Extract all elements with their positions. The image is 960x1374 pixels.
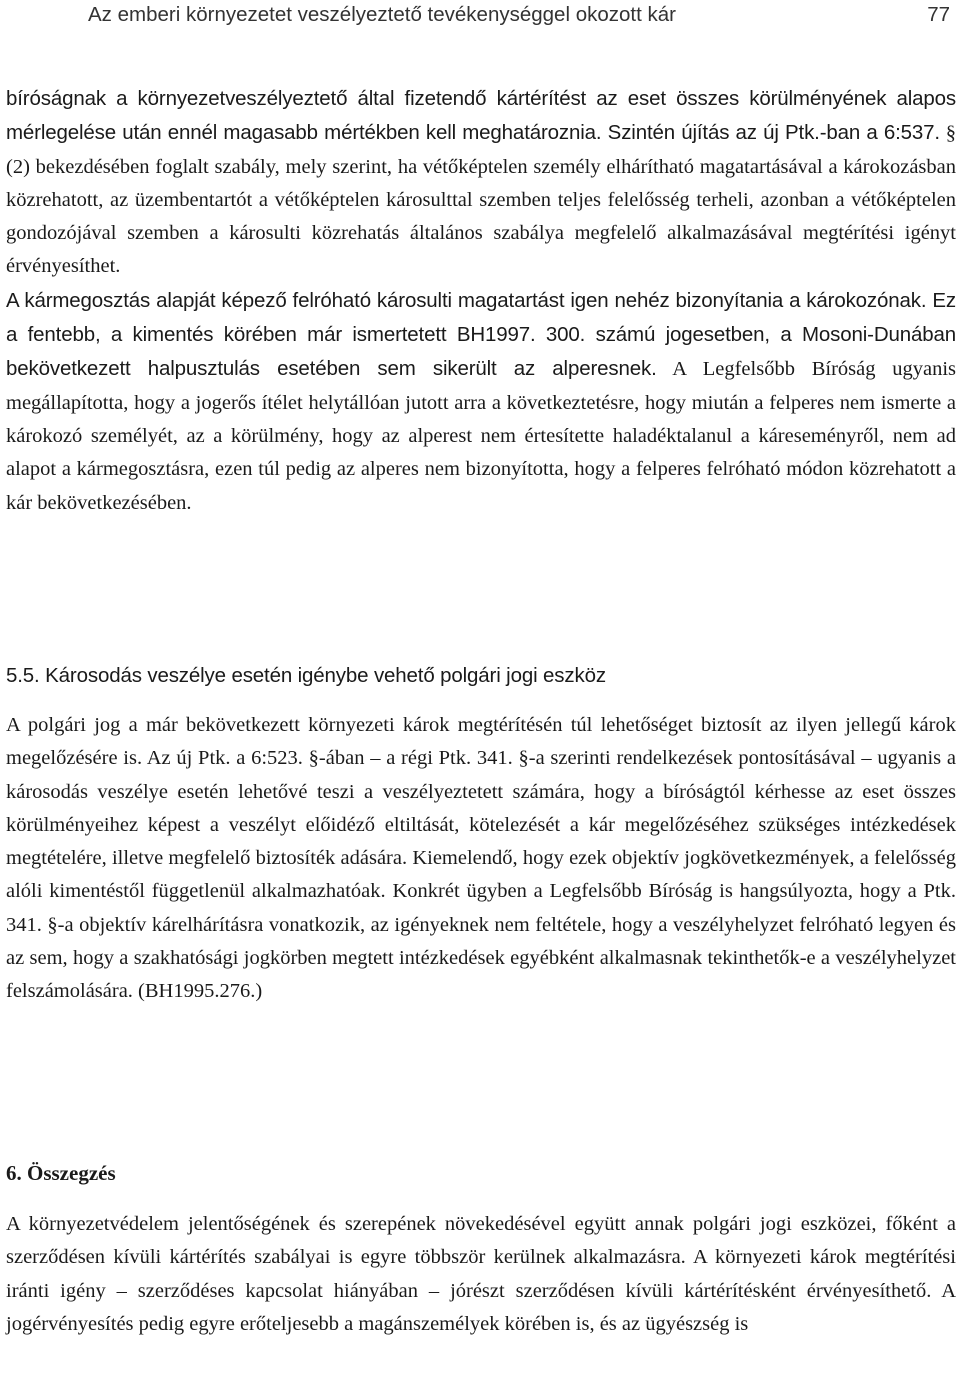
paragraph-text: A Legfelsőbb Bíróság ugyanis megállapította, hogy a jogerős ítélet helytállóan jutott arra a következtetésre, hogy miután a felperes nem ismerte a károkozó személyét, az a körülmény, hogy az alperest nem értesítette haladéktalanul a káreseményről, nem ad alapot a kármegosztásra, ezen túl pedig az alperes nem bizonyította, hogy a felperes felróható módon közrehatott a kár bekövetkezésében. <box>6 358 957 514</box>
paragraph <box>6 82 956 284</box>
paragraph-text-sans: bíróságnak a környezetveszélyeztető által fizetendő kártérítést az eset összes körülményének alapos mérlegelése után ennél magasabb mértékben kell meghatároznia. Szintén újítás az új Ptk.-ban a 6:537. <box>6 87 956 145</box>
paragraph: A környezetvédelem jelentőségének és szerepének növekedésével együtt annak polgári jogi eszközei, főként a szerződésen kívüli kártérítés szabályai is egyre többször kerülnek alkalmazásra. A környezeti károk megtérítési iránti igény – szerződéses kapcsolat hiányában – jórészt szerződésen kívüli kártérítésként érvényesíthető. A jogérvényesítés pedig egyre erőteljesebb a magánszemélyek körében is, és az ügyészség is <box>6 1213 956 1335</box>
running-header <box>88 3 950 33</box>
section-5-5-body <box>6 709 956 1009</box>
section-heading-6: 6. Összegzés <box>6 1161 116 1185</box>
page-number: 77 <box>927 3 950 26</box>
section-heading-5-5: 5.5. Károsodás veszélye esetén igénybe vehető polgári jogi eszköz <box>6 664 606 687</box>
paragraph-text: § (2) bekezdésében foglalt szabály, mely szerint, ha vétőképtelen személy elhárítható magatartásával a károkozásban közrehatott, az üzembentartót a vétőképtelen károsulttal szemben teljes felelősség terheli, azonban a vétőképtelen gondozójával szemben a károsulti közrehatás általános szabálya megfelelő alkalmazásával megtérítési igényt érvényesíthet. <box>6 122 957 278</box>
section-6-body <box>6 1208 956 1341</box>
header-title: Az emberi környezetet veszélyeztető tevékenységgel okozott kár <box>88 3 676 26</box>
paragraph-text-sans: A kármegosztás alapját képező felróható károsulti magatartást igen nehéz bizonyítania a károkozónak. Ez a fentebb, a kimentés körében már ismertetett BH1997. 300. számú jogesetben, a Mosoni-Dunában bekövetkezett halpusztulás esetében sem sikerült az alperesnek. <box>6 288 956 381</box>
paragraph <box>6 284 956 520</box>
paragraph: A polgári jog a már bekövetkezett környezeti károk megtérítésén túl lehetőséget biztosít az ilyen jellegű károk megelőzésére is. Az új Ptk. a 6:523. §-ában – a régi Ptk. 341. §-a szerinti rendelkezések pontosításával – ugyanis a károsodás veszélye esetén lehetővé teszi a veszélyeztetett számára, hogy a bíróságtól kérhesse az eset összes körülményeihez képest a veszélyt előidéző eltiltását, kötelezését a kár megelőzéséhez szükséges intézkedések megtételére, illetve megfelelő biztosíték adására. Kiemelendő, hogy ezek objektív jogkövetkezmények, a felelősség alóli kimentéstől függetlenül alkalmazhatóak. Konkrét ügyben a Legfelsőbb Bíróság is hangsúlyozta, hogy a Ptk. 341. §-a objektív kárelhárításra vonatkozik, az igényeknek nem feltétele, hogy a veszélyhelyzet felróható legyen és az sem, hogy a szakhatósági jogkörben megtett intézkedések egyébként alkalmasnak tekinthetők-e a veszélyhelyzet felszámolására. (BH1995.276.) <box>6 714 956 1003</box>
continuation-paragraphs <box>6 82 956 520</box>
